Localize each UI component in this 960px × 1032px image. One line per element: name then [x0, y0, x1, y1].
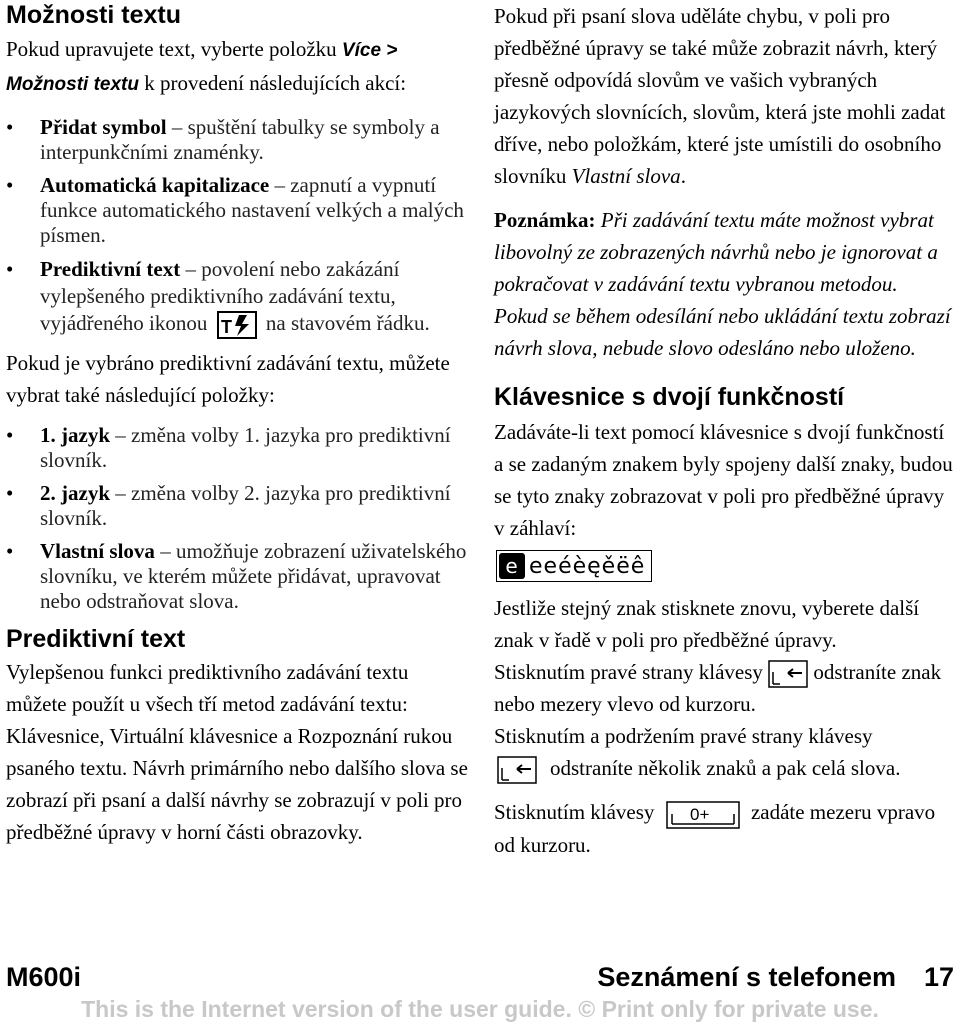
list-item: • Automatická kapitalizace – zapnutí a vypnutí funkce automatického nastavení velkých a malých písmen. [6, 173, 464, 247]
para-text-end: odstraníte několik znaků a pak celá slova. [550, 756, 901, 781]
dual-keyboard-paragraph: Zadáváte-li text pomocí klávesnice s dvojí funkčností a se zadaným znakem byly spojeny další znaky, budou se tyto znaky zobrazovat v poli pro předběžné úpravy v záhlaví: [494, 420, 953, 540]
svg-text:T: T [220, 317, 232, 338]
right-column [494, 0, 954, 861]
predictive-text-paragraph: Vylepšenou funkci prediktivního zadávání textu můžete použít u všech tří metod zadávání textu: Klávesnice, Virtuální klávesnice a Rozpoznání rukou psaného textu. Návrh primárního nebo dalšího slova se zobrazí při psaní a další návrhy se zobrazují v poli pro předběžné úpravy v horní části obrazovky. [6, 660, 468, 845]
item-term: Automatická kapitalizace [40, 173, 270, 197]
zero-space-key-icon [666, 801, 740, 829]
item-desc: – povolení nebo zakázání vylepšeného prediktivního zadávání textu, vyjádřeného ikonou [40, 257, 400, 335]
item-term: Vlastní slova [40, 539, 155, 564]
heading-dual-keyboard: Klávesnice s dvojí funkčností [494, 383, 845, 411]
para-text-end: zadáte mezeru vpravo od kurzoru. [494, 800, 936, 857]
para-text: Pokud při psaní slova uděláte chybu, v poli pro předběžné úpravy se také může zobrazit návrh, který přesně odpovídá slovům ve vašich vybraných jazykových slovnících, slovům, která jste mohli zadat dříve, nebo položkám, které jste umístili do osobního slovníku [494, 4, 946, 188]
item-desc: – změna volby 1. jazyka pro prediktivní slovník. [40, 423, 451, 473]
list-item: • Prediktivní text – povolení nebo zakázání vylepšeného prediktivního zadávání textu, vyjádřeného ikonou T na stavovém řádku. [6, 257, 430, 338]
item-desc: – zapnutí a vypnutí funkce automatického nastavení velkých a malých písmen. [40, 173, 464, 247]
predictive-options-list [6, 423, 474, 614]
item-term: Přidat symbol [40, 115, 167, 139]
para-text: Stisknutím a podržením pravé strany klávesy [494, 724, 873, 749]
page-footer [6, 958, 958, 996]
watermark-notice: This is the Internet version of the user guide. © Print only for private use. [81, 996, 879, 1022]
text-options-intro [6, 33, 474, 101]
item-desc: – spuštění tabulky se symboly a interpunkčními znaménky. [40, 115, 440, 164]
backspace-key-icon [768, 660, 808, 688]
space-key-paragraph [494, 796, 954, 860]
item-desc: – změna volby 2. jazyka pro prediktivní slovník. [40, 481, 451, 531]
suggestion-paragraph [494, 0, 954, 192]
note-text: Při zadávání textu máte možnost vybrat libovolný ze zobrazených návrhů nebo je ignorovat a pokračovat v zadávání textu vybranou metodou. Pokud se během odesílání nebo ukládání textu zobrazí návrh slova, nebude slovo odesláno nebo uloženo. [494, 208, 951, 360]
list-item: • Přidat symbol – spuštění tabulky se symboly a interpunkčními znaménky. [6, 115, 440, 164]
phone-model: M600i [6, 962, 82, 992]
left-column [6, 0, 474, 848]
key0-label: 0+ [689, 804, 710, 824]
preview-selected-char: e [499, 553, 525, 579]
text-options-list [6, 115, 474, 339]
item-desc-2: na stavovém řádku. [265, 311, 430, 335]
item-term: 2. jazyk [40, 481, 110, 506]
pre-edit-field-preview [496, 550, 652, 582]
backspace-paragraph [494, 656, 954, 720]
para-italic: Vlastní slova [571, 164, 681, 188]
para-text-end: odstraníte znak nebo mezery vlevo od kurzoru. [494, 660, 942, 717]
list-item: • 2. jazyk – změna volby 2. jazyka pro prediktivní slovník. [6, 481, 451, 531]
intro-post: k provedení následujících akcí: [139, 71, 407, 95]
t9-predictive-icon [217, 311, 257, 339]
list-item: • Vlastní slova – umožňuje zobrazení uživatelského slovníku, ve kterém můžete přidávat, upravovat nebo odstraňovat slova. [6, 539, 467, 614]
para-text: Stisknutím pravé strany klávesy [494, 660, 763, 684]
section-title: Seznámení s telefonem [597, 962, 896, 992]
hold-backspace-paragraph [494, 720, 954, 784]
backspace-key-icon [494, 756, 540, 784]
preview-chars: eeéèęěëê [529, 553, 646, 579]
repeat-key-paragraph: Jestliže stejný znak stisknete znovu, vyberete další znak v řadě v poli pro předběžné úpravy. [494, 596, 920, 652]
list-item: • 1. jazyk – změna volby 1. jazyka pro prediktivní slovník. [6, 423, 451, 473]
predictive-items-intro: Pokud je vybráno prediktivní zadávání textu, můžete vybrat také následující položky: [6, 351, 450, 408]
intro-menu-path: Více > Možnosti textu [6, 40, 398, 95]
item-term: Prediktivní text [40, 257, 181, 281]
heading-text-options: Možnosti textu [6, 1, 181, 29]
intro-pre: Pokud upravujete text, vyberte položku [6, 37, 342, 61]
item-desc: – umožňuje zobrazení uživatelského slovníku, ve kterém můžete přidávat, upravovat nebo odstraňovat slova. [40, 539, 467, 614]
para-text: Stisknutím klávesy [494, 800, 655, 825]
para-end: . [680, 164, 686, 188]
heading-predictive-text: Prediktivní text [6, 625, 186, 654]
item-term: 1. jazyk [40, 423, 110, 448]
note-label: Poznámka: [494, 208, 596, 232]
page-number: 17 [923, 962, 954, 992]
note-paragraph [494, 204, 954, 364]
